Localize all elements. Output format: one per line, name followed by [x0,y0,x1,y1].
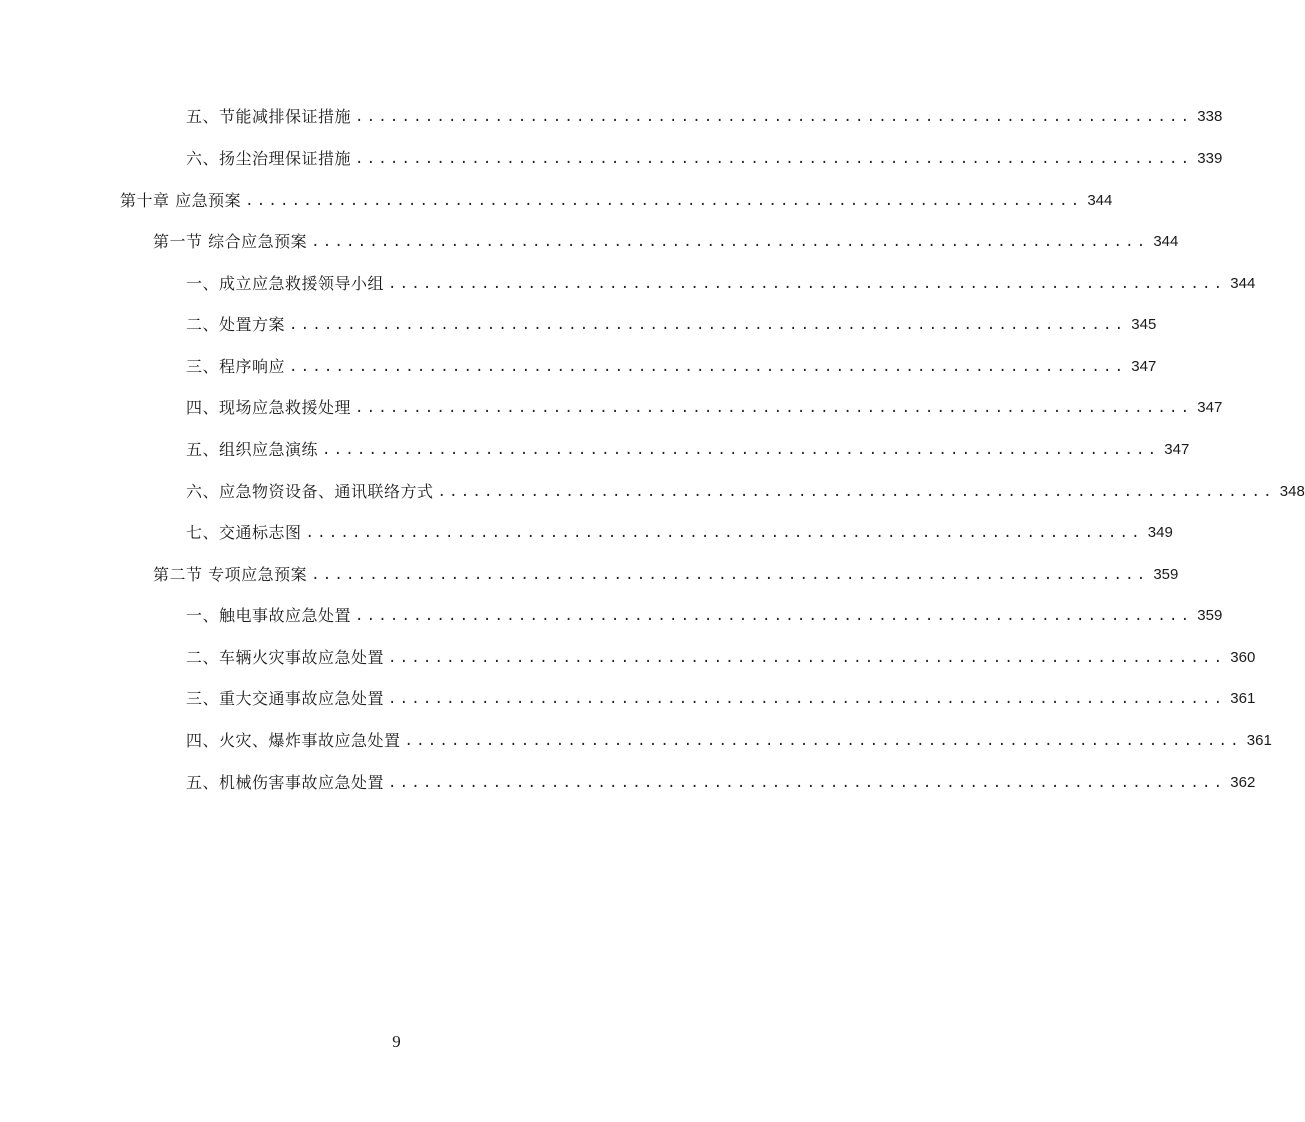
toc-entry-title: 三、程序响应 [186,357,286,376]
toc-entry-title: 六、应急物资设备、通讯联络方式 [186,482,434,501]
toc-entry-section[interactable] [153,563,1179,587]
toc-entry-title: 第二节 专项应急预案 [153,565,308,584]
toc-entry-page: 347 [1197,399,1223,416]
toc-dot-leader: ........................................................................ [404,733,1242,749]
toc-entry-title: 二、车辆火灾事故应急处置 [186,648,385,667]
toc-entry-title: 五、机械伤害事故应急处置 [186,773,385,792]
toc-dot-leader: ........................................................................ [355,109,1193,125]
toc-entry[interactable] [186,396,1223,420]
toc-entry-page: 347 [1164,441,1190,458]
toc-entry-title: 四、现场应急救援处理 [186,398,352,417]
toc-dot-leader: ........................................................................ [289,317,1127,333]
toc-entry[interactable] [186,313,1157,337]
toc-entry-page: 360 [1230,649,1256,666]
toc-dot-leader: ........................................................................ [437,484,1275,500]
toc-dot-leader: ........................................................................ [388,650,1226,666]
toc-dot-leader: ........................................................................ [388,691,1226,707]
toc-entry-title: 七、交通标志图 [186,523,302,542]
toc-entry[interactable] [186,646,1256,670]
toc-entry[interactable] [186,355,1157,379]
toc-entry-page: 344 [1153,233,1179,250]
toc-entry-page: 361 [1246,732,1272,749]
toc-dot-leader: ........................................................................ [305,525,1143,541]
toc-entry-page: 345 [1131,316,1157,333]
toc-dot-leader: ........................................................................ [289,359,1127,375]
toc-entry-title: 五、组织应急演练 [186,440,319,459]
toc-entry-page: 362 [1230,774,1256,791]
toc-entry-page: 339 [1197,150,1223,167]
toc-entry[interactable] [186,729,1272,753]
toc-dot-leader: ........................................................................ [355,608,1193,624]
toc-dot-leader: ........................................................................ [245,193,1083,209]
toc-entry-chapter[interactable] [120,189,1113,213]
toc-entry-title: 五、节能减排保证措施 [186,107,352,126]
toc-entry-title: 第一节 综合应急预案 [153,232,308,251]
toc-entry-section[interactable] [153,230,1179,254]
toc-entry-title: 六、扬尘治理保证措施 [186,149,352,168]
toc-entry-page: 344 [1230,275,1256,292]
page-number: 9 [392,1032,401,1051]
toc-entry-title: 一、成立应急救援领导小组 [186,274,385,293]
toc-entry-page: 359 [1153,566,1179,583]
toc-entry[interactable] [186,105,1223,129]
toc-dot-leader: ........................................................................ [311,234,1149,250]
toc-dot-leader: ........................................................................ [355,151,1193,167]
toc-entry[interactable] [186,604,1223,628]
toc-entry-title: 二、处置方案 [186,315,286,334]
toc-dot-leader: ........................................................................ [355,400,1193,416]
toc-entry-page: 348 [1279,483,1305,500]
toc-dot-leader: ........................................................................ [388,276,1226,292]
toc-entry-title: 三、重大交通事故应急处置 [186,689,385,708]
toc-dot-leader: ........................................................................ [311,567,1149,583]
toc-entry-title: 一、触电事故应急处置 [186,606,352,625]
toc-entry[interactable] [186,147,1223,171]
toc-entry-page: 338 [1197,108,1223,125]
toc-entry[interactable] [186,521,1173,545]
toc-entry-page: 344 [1087,192,1113,209]
toc-dot-leader: ........................................................................ [322,442,1160,458]
toc-dot-leader: ........................................................................ [388,775,1226,791]
toc-entry-title: 四、火灾、爆炸事故应急处置 [186,731,401,750]
toc-entry-page: 361 [1230,690,1256,707]
toc-entry[interactable] [186,272,1256,296]
toc-entry-page: 349 [1147,524,1173,541]
toc-entry[interactable] [186,687,1256,711]
toc-entry-page: 347 [1131,358,1157,375]
toc-entry[interactable] [186,480,1305,504]
toc-entry-page: 359 [1197,607,1223,624]
toc-entry[interactable] [186,771,1256,795]
toc-entry-title: 第十章 应急预案 [120,191,242,210]
toc-entry[interactable] [186,438,1190,462]
